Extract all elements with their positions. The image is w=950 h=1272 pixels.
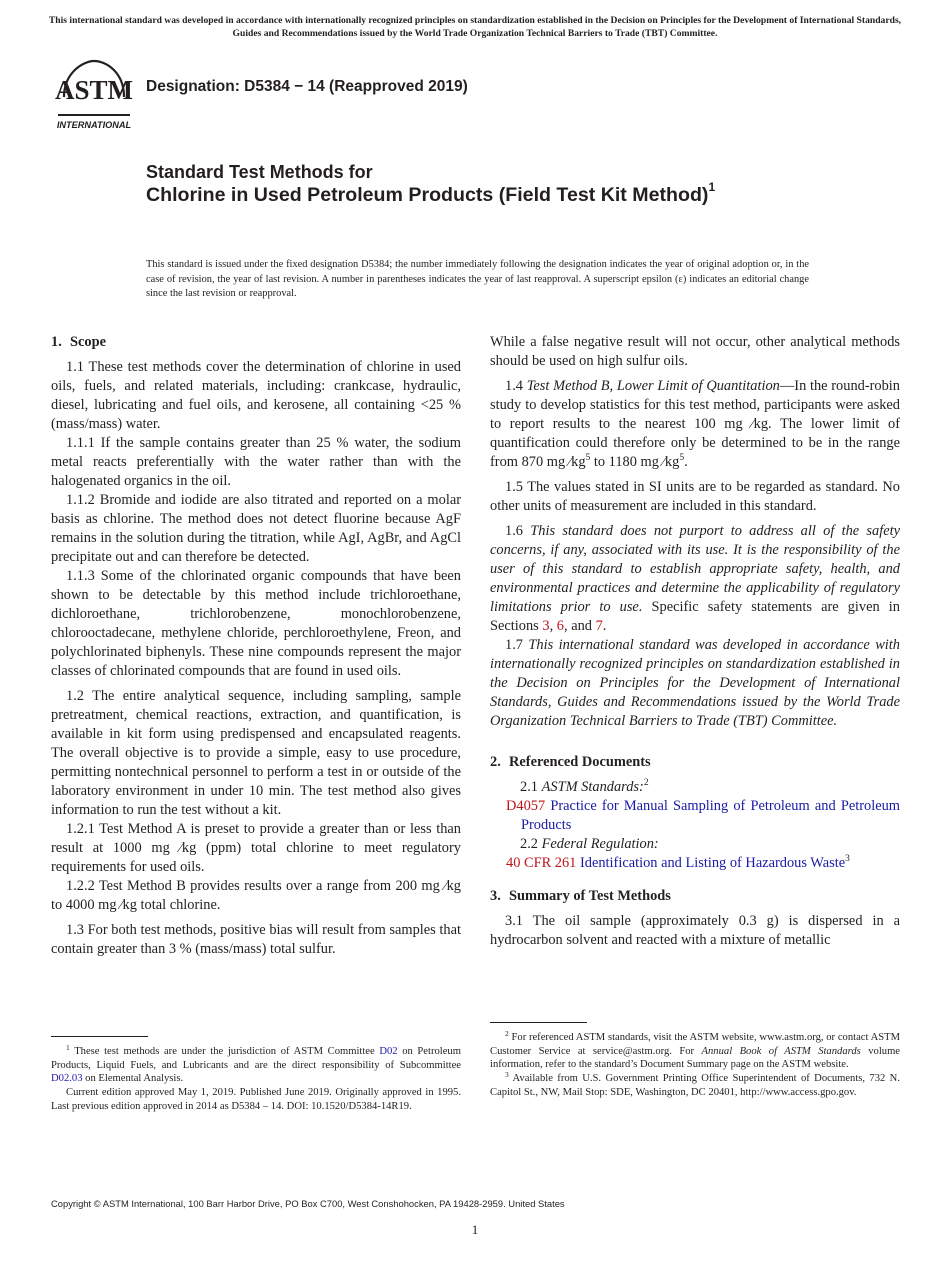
reference-d4057 xyxy=(490,797,900,835)
footnotes-right xyxy=(490,1031,900,1100)
footnotes-left xyxy=(51,1045,461,1114)
footnote-1: $^1$ These test methods are under the jurisdiction of ASTM Committee D02 on Petroleum Products, Liquid Fuels, and Lubricants and are the direct responsibility of Subcommittee D02.03 on Elemental Analysis. xyxy=(51,1043,461,1085)
svg-text:INTERNATIONAL: INTERNATIONAL xyxy=(56,120,132,130)
footnote-rule-left xyxy=(51,1036,148,1037)
footnote-1-edition: Current edition approved May 1, 2019. Published June 2019. Originally approved in 1995. Last previous edition approved in 2014 as D5384 – 14. DOI: 10.1520/D5384-14R19. xyxy=(51,1087,461,1112)
d02-link[interactable]: D02 xyxy=(379,1046,398,1057)
40cfr261-link[interactable]: 40 CFR 261 xyxy=(506,855,577,871)
para-1-1: 1.1 These test methods cover the determination of chlorine in used oils, fuels, and related materials, including: crankcase, hydraulic, diesel, lubricating and fuel oils, and kerosene, all containing <25 % (mass/mass) water. xyxy=(51,359,461,432)
para-1-5: 1.5 The values stated in SI units are to be regarded as standard. No other units of measurement are included in this standard. xyxy=(490,479,900,514)
para-1-1-2: 1.1.2 Bromide and iodide are also titrated and reported on a molar basis as chlorine. The method does not detect fluorine because AgF remains in the solution during the titration, while AgI, AgBr, and AgCl precipitate out and can therefore be detected. xyxy=(51,492,461,565)
para-1-3-continued: While a false negative result will not occur, other analytical methods should be used on high sulfur oils. xyxy=(490,334,900,369)
designation: Designation: D5384 − 14 (Reapproved 2019) xyxy=(146,78,468,95)
para-1-1-3: 1.1.3 Some of the chlorinated organic compounds that have been shown to be detectable by this method include trichloroethane, dichloroethane, trichlorobenzene, monochlorobenzene, chlorooctadecane, methylene chloride, perchloroethylene, Freon, and polychlorinated biphenyls. These nine compounds represent the major classes of chlorinated compounds that are found in used oils. xyxy=(51,568,461,679)
para-1-6: 1.6 This standard does not purport to address all of the safety concerns, if any, associated with its use. It is the responsibility of the user of this standard to establish appropriate safety, health, and environmental practices and determine the applicability of regulatory limitations prior to use. Specific safety statements are given in Sections 3, 6, and 7. xyxy=(490,523,900,634)
preamble: This standard is issued under the fixed designation D5384; the number immediately following the designation indicates the year of original adoption or, in the case of revision, the year of last revision. A number in parentheses indicates the year of last reapproval. A superscript epsilon (ε) indicates an editorial change since the last revision or reapproval. xyxy=(146,259,809,300)
para-1-4: 1.4 Test Method B, Lower Limit of Quantitation—In the round-robin study to develop statistics for this test method, participants were asked to report results to the nearest 100 mg ⁄kg. The lower limit of quantification could therefore only be determined to be in the range from 870 mg $⁄kg^5$ to 1180 mg $⁄kg^5$. xyxy=(490,378,900,470)
footnote-3: $^3$ Available from U.S. Government Printing Office Superintendent of Documents, 732 N. Capitol St., NW, Mail Stop: SDE, Washington, DC 20401, http://www.access.gpo.gov. xyxy=(490,1070,900,1098)
section-6-link[interactable]: 6 xyxy=(556,618,564,634)
para-1-2: 1.2 The entire analytical sequence, including sampling, sample pretreatment, chemical reactions, extraction, and quantification, is available in kit form using predispensed and encapsulated reagents. The overall objective is to provide a simple, easy to use procedure, permitting nontechnical personnel to perform a test in or outside of the laboratory environment in under 10 min. The test method also gives information to run the test without a kit. xyxy=(51,688,461,818)
title-footnote-ref: 1 xyxy=(708,180,716,194)
footnote-2: $^2$ For referenced ASTM standards, visit the ASTM website, www.astm.org, or contact ASTM Customer Service at service@astm.org. For Annual Book of ASTM Standards volume information, refer to the standard’s Document Summary page on the ASTM website. xyxy=(490,1029,901,1071)
d02-03-link[interactable]: D02.03 xyxy=(51,1073,83,1085)
d4057-link[interactable]: D4057 xyxy=(506,798,546,814)
para-3-1: 3.1 The oil sample (approximately 0.3 g) is dispersed in a hydrocarbon solvent and reacted with a mixture of metallic xyxy=(490,913,900,948)
para-1-7: 1.7 This international standard was developed in accordance with internationally recognized principles on standardization established in the Decision on Principles for the Development of International Standards, Guides and Recommendations issued by the World Trade Organization Technical Barriers to Trade (TBT) Committee. xyxy=(490,637,900,729)
reference-40cfr261: 40 CFR 261 Identification and Listing of Hazardous Waste$^3$ xyxy=(506,854,850,871)
para-2-1: 2.1 ASTM Standards:$^2$ xyxy=(520,778,649,795)
para-1-3: 1.3 For both test methods, positive bias will result from samples that contain greater than 3 % (mass/mass) total sulfur. xyxy=(51,922,461,957)
right-column xyxy=(490,333,900,950)
section-2-heading: 2. Referenced Documents xyxy=(490,754,651,770)
title-line-1: Standard Test Methods for xyxy=(146,162,373,182)
astm-logo xyxy=(54,57,134,132)
para-2-2: 2.2 Federal Regulation: xyxy=(520,836,659,852)
document-title xyxy=(146,161,786,207)
section-3-heading: 3. Summary of Test Methods xyxy=(490,888,671,904)
para-1-2-1: 1.2.1 Test Method A is preset to provide a greater than or less than result at 1000 mg ⁄kg (ppm) total chlorine to meet regulatory requirements for used oils. xyxy=(51,821,461,875)
40cfr261-title-link[interactable]: Identification and Listing of Hazardous Waste xyxy=(579,855,846,871)
copyright: Copyright © ASTM International, 100 Barr Harbor Drive, PO Box C700, West Conshohocken, PA 19428-2959. United States xyxy=(51,1198,565,1209)
title-line-2: Chlorine in Used Petroleum Products (Field Test Kit Method) xyxy=(146,184,709,206)
para-1-2-2: 1.2.2 Test Method B provides results over a range from 200 mg ⁄kg to 4000 mg ⁄kg total chlorine. xyxy=(51,878,461,913)
tbt-notice: This international standard was developed in accordance with internationally recognized principles on standardization established in the Decision on Principles for the Development of International Standards, Guides and Recommendations issued by the World Trade Organization Technical Barriers to Trade (TBT) Committee. xyxy=(48,15,902,39)
page-number: 1 xyxy=(471,1222,479,1237)
para-1-1-1: 1.1.1 If the sample contains greater than 25 % water, the sodium metal reacts preferentially with the water rather than with the halogenated organics in the oil. xyxy=(51,435,461,489)
d4057-title-link[interactable]: Practice for Manual Sampling of Petroleum and Petroleum Products xyxy=(521,798,900,833)
left-column xyxy=(51,333,461,959)
svg-text:ASTM: ASTM xyxy=(54,75,134,105)
section-7-link[interactable]: 7 xyxy=(595,618,603,634)
footnote-rule-right xyxy=(490,1022,587,1023)
section-1-heading: 1. Scope xyxy=(51,334,106,350)
section-3-link[interactable]: 3 xyxy=(542,618,550,634)
